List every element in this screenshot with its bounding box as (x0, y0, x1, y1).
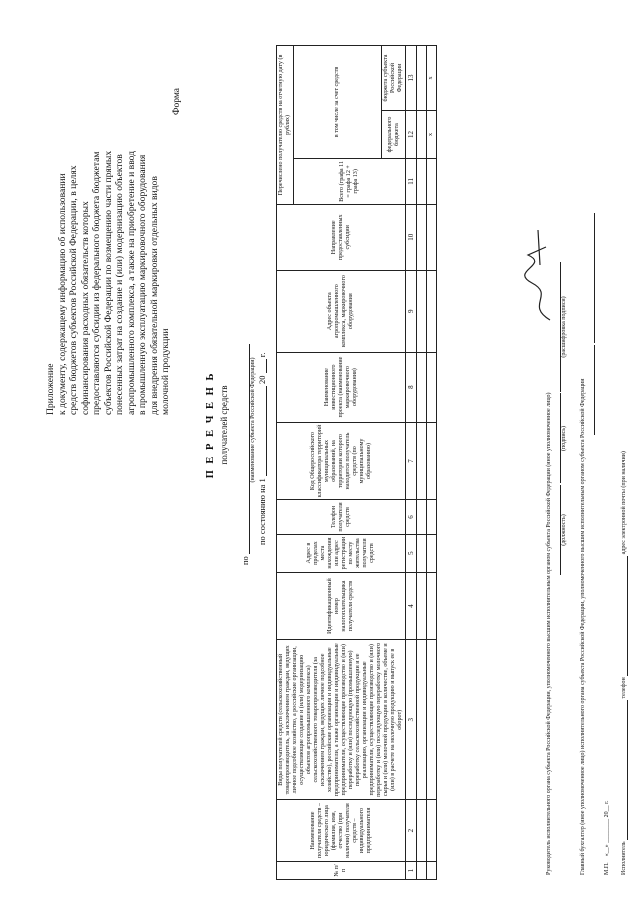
col-number: 13 (406, 46, 417, 111)
email-label: адрес электронной почты (при наличии) (620, 451, 627, 555)
mp-date-row (604, 35, 611, 875)
table-cell[interactable] (417, 352, 427, 422)
col-number: 12 (406, 110, 417, 158)
col-number: 4 (406, 572, 417, 640)
header-c3: Виды получателей средств (сельскохозяйственный товаропроизводитель, за исключением граждан, ведущих личное подсобное хозяйство, а российские организации, осуществляющие создание и (или) модернизацию объектов агропромышленного комплекса) сельскохозяйственного товаропроизводителя (за исключением граждан, ведущих личное подсобное хозяйство), российские организации и индивидуальные предприниматели, а также организации и индивидуальные предприниматели, осуществляющие производство и (или) переработку и (или) последующую (промышленную) переработку сельскохозяйственной продукции и ее реализацию, организации и индивидуальные предприниматели, осуществляющие производство и (или) переработку и (или) последующую переработку молочного сырья и (или) молочной продукции в количестве, объеме и (или) в расчете на молочную продукцию и выпуск ее в оборот) (277, 640, 406, 800)
table-cell (427, 204, 437, 270)
state-month-field[interactable] (259, 386, 267, 476)
col-number: 2 (406, 800, 417, 862)
accountant-decoding-field[interactable] (587, 214, 595, 344)
region-line (240, 295, 250, 565)
col-number: 9 (406, 270, 417, 352)
table-cell (427, 352, 437, 422)
col-number: 11 (406, 158, 417, 204)
table-cell[interactable] (417, 204, 427, 270)
col-number: 5 (406, 534, 417, 572)
total-c12: х (427, 110, 437, 158)
decoding-caption: (расшифровка подписи) (561, 296, 568, 358)
table-cell (427, 422, 437, 500)
col-number: 7 (406, 422, 417, 500)
region-caption: (наименование субъекта Российской Федерации) (250, 357, 256, 483)
position-caption: (должность) (561, 514, 568, 546)
date-line: «__» ________ 20__ г. (604, 800, 610, 857)
table-cell[interactable] (417, 862, 427, 880)
total-row (427, 46, 437, 880)
form-label: Форма (172, 87, 182, 115)
accountant-line: Главный бухгалтер (иное уполномоченное лицо) исполнительного органа субъекта Российской Федерации, уполномоченного высшим исполнительным органом субъекта Российской Федерации (580, 378, 586, 875)
state-year-field[interactable] (259, 359, 267, 373)
table-cell (427, 500, 437, 534)
header-c11: Всего (графа 11 = графа 12 + графа 13) (294, 158, 406, 204)
document-title: П Е Р Е Ч Е Н Ь (205, 371, 216, 479)
appendix-line: предоставляются субсидии из федерального бюджета бюджетам (91, 151, 102, 415)
col-number: 8 (406, 352, 417, 422)
header-c4: Идентификационный номер налогоплательщика получателя средств (277, 572, 406, 640)
col-number: 1 (406, 862, 417, 880)
header-c9: Адрес объекта агропромышленного комплекса, маркировочного оборудования (277, 270, 406, 352)
table-cell (427, 640, 437, 800)
appendix-line: средств бюджетов субъектов Российской Федерации, в целях (68, 165, 79, 415)
appendix-block (45, 75, 172, 415)
appendix-line: для внедрения обязательной маркировки отдельных видов (148, 176, 160, 415)
header-c1: № п/п (277, 862, 406, 880)
table-cell[interactable] (417, 800, 427, 862)
state-suffix: г. (257, 352, 267, 358)
column-numbers-row (406, 46, 417, 880)
table-cell[interactable] (417, 110, 427, 158)
state-prefix: по состоянию на 1 (257, 478, 267, 545)
table-cell[interactable] (417, 158, 427, 204)
appendix-line: софинансирования расходных обязательств которых (79, 201, 91, 415)
signature-caption: (подпись) (561, 426, 568, 451)
total-c13: х (427, 46, 437, 111)
head-signature-row (553, 35, 561, 875)
table-cell (427, 572, 437, 640)
accountant-signature-field[interactable] (587, 345, 595, 435)
table-cell[interactable] (417, 640, 427, 800)
header-c6: Телефон получателя средств (277, 500, 406, 534)
head-line: Руководитель исполнительного органа субъекта Российской Федерации, уполномоченного высшим исполнительным органом субъекта Российской Федерации (иное уполномоченное лицо) (546, 392, 552, 875)
head-signature-field[interactable] (553, 394, 561, 484)
appendix-line: Приложение (45, 363, 56, 415)
appendix-line: агропромышленного комплекса, а также на приобретение и ввод (125, 150, 137, 415)
head-caption-row (561, 35, 568, 875)
handwritten-signature-icon (520, 225, 560, 325)
header-c7: Код Общероссийского классификатора территорий муниципальных образований, на территории которого находится получатель средств (по муниципальному образованию) (277, 422, 406, 500)
header-subgroup: в том числе за счет средств (294, 46, 382, 159)
mp-label: М.П. (604, 862, 610, 875)
executor-field[interactable] (620, 700, 628, 840)
table-cell[interactable] (417, 422, 427, 500)
state-date-line (257, 295, 267, 545)
appendix-line: понесенных затрат на создание и (или) модернизацию объектов (114, 154, 125, 415)
header-c5: Адрес в пределах места нахождения или адрес регистрации по месту жительства получателя средств (277, 534, 406, 572)
phone-label: телефон (620, 677, 627, 699)
state-year-prefix: 20 (257, 375, 267, 384)
table-cell (427, 862, 437, 880)
appendix-line: в промышленную эксплуатацию маркировочного оборудования (137, 154, 148, 415)
region-field[interactable] (241, 344, 250, 554)
total-c11[interactable] (427, 158, 437, 204)
table-cell[interactable] (417, 572, 427, 640)
accountant-signature-row (587, 35, 595, 875)
col-number: 10 (406, 204, 417, 270)
table-cell (427, 800, 437, 862)
header-c8: Наименование инвестиционного проекта (наименование маркировочного оборудования) (277, 352, 406, 422)
table-cell[interactable] (417, 500, 427, 534)
document-subtitle: получателей средств (219, 385, 229, 465)
phone-field[interactable] (620, 556, 628, 676)
header-c12: федерального бюджета (382, 110, 406, 158)
col-number: 6 (406, 500, 417, 534)
table-row (417, 46, 427, 880)
table-cell (427, 270, 437, 352)
appendix-line: молочной продукции (160, 328, 171, 415)
executor-label: Исполнитель (620, 841, 627, 875)
accountant-signature-block (580, 35, 595, 875)
table-cell[interactable] (417, 534, 427, 572)
head-signature-block (546, 35, 568, 875)
header-group: Перечислено получателю средств на отчетную дату (в рублях) (277, 46, 294, 205)
appendix-line: к документу, содержащему информацию об использовании (56, 173, 68, 415)
table-cell[interactable] (417, 46, 427, 111)
head-position-field[interactable] (553, 485, 561, 575)
table-cell[interactable] (417, 270, 427, 352)
header-c2: Наименование получателя средств – юридического лица (фамилия, имя, отчество (при наличии) получателя средств – индивидуального предпринимателя (277, 800, 406, 862)
recipients-table (276, 45, 437, 880)
header-c10: Направление предоставленных субсидии (277, 204, 406, 270)
col-number: 3 (406, 640, 417, 800)
executor-row (620, 35, 628, 875)
table-cell (427, 534, 437, 572)
appendix-line: субъектов Российской Федерации по возмещению части прямых (102, 150, 114, 415)
header-c13: бюджета субъекта Российской Федерации (382, 46, 406, 111)
region-prefix: по (240, 556, 250, 565)
